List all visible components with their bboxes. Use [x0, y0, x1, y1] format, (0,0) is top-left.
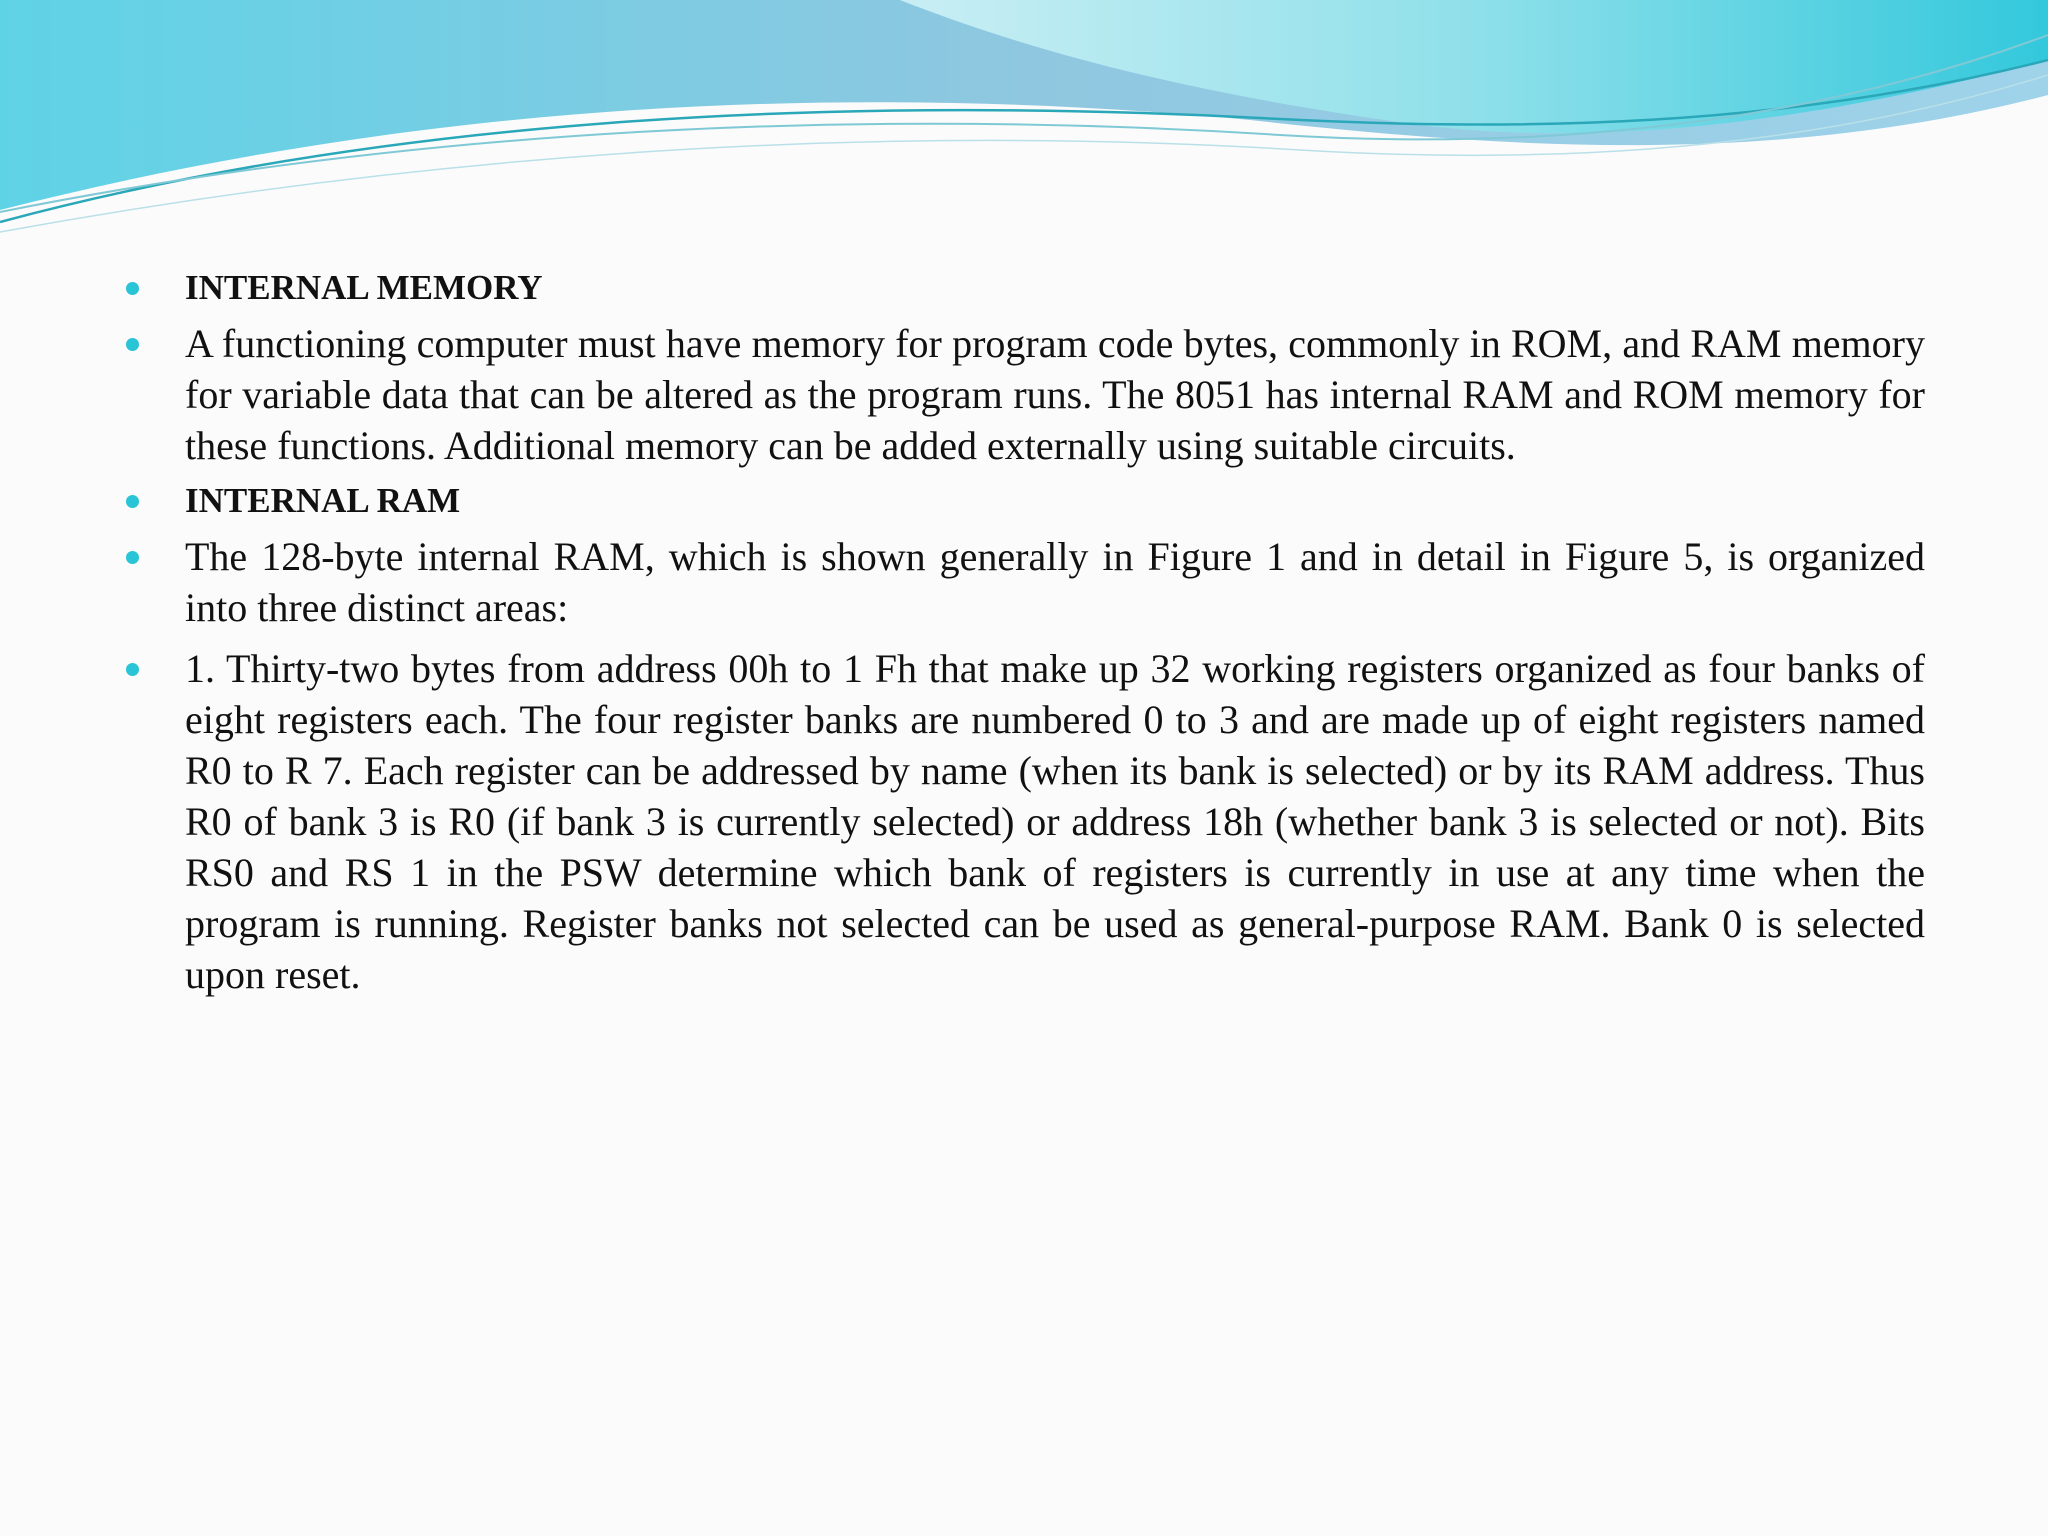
bullet-text: INTERNAL MEMORY — [185, 268, 543, 307]
bullet-dot-icon — [126, 495, 139, 508]
bullet-heading-internal-memory — [120, 262, 1925, 314]
bullet-list — [120, 262, 1925, 1000]
slide-content — [120, 262, 1925, 1000]
bullet-dot-icon — [126, 551, 139, 564]
bullet-text: The 128-byte internal RAM, which is shown generally in Figure 1 and in detail in Figure 5, is organized into three distinct areas: — [185, 534, 1925, 630]
bullet-paragraph-ram-areas — [120, 531, 1925, 633]
bullet-text: 1. Thirty-two bytes from address 00h to 1 Fh that make up 32 working registers organized as four banks of eight registers each. The four register banks are numbered 0 to 3 and are made up of eight registers named R0 to R 7. Each register can be addressed by name (when its bank is selected) or by its RAM address. Thus R0 of bank 3 is R0 (if bank 3 is currently selected) or address 18h (whether bank 3 is selected or not). Bits RS0 and RS 1 in the PSW determine which bank of registers is currently in use at any time when the program is running. Register banks not selected can be used as general-purpose RAM. Bank 0 is selected upon reset. — [185, 646, 1925, 997]
bullet-dot-icon — [126, 282, 139, 295]
bullet-paragraph-memory-overview — [120, 318, 1925, 471]
decorative-wave-header — [0, 0, 2048, 240]
bullet-dot-icon — [126, 663, 139, 676]
bullet-text: INTERNAL RAM — [185, 481, 461, 520]
bullet-paragraph-register-banks — [120, 643, 1925, 1000]
bullet-text: A functioning computer must have memory for program code bytes, commonly in ROM, and RAM memory for variable data that can be altered as the program runs. The 8051 has internal RAM and ROM memory for these functions. Additional memory can be added externally using suitable circuits. — [185, 321, 1925, 468]
bullet-dot-icon — [126, 338, 139, 351]
bullet-heading-internal-ram — [120, 475, 1925, 527]
